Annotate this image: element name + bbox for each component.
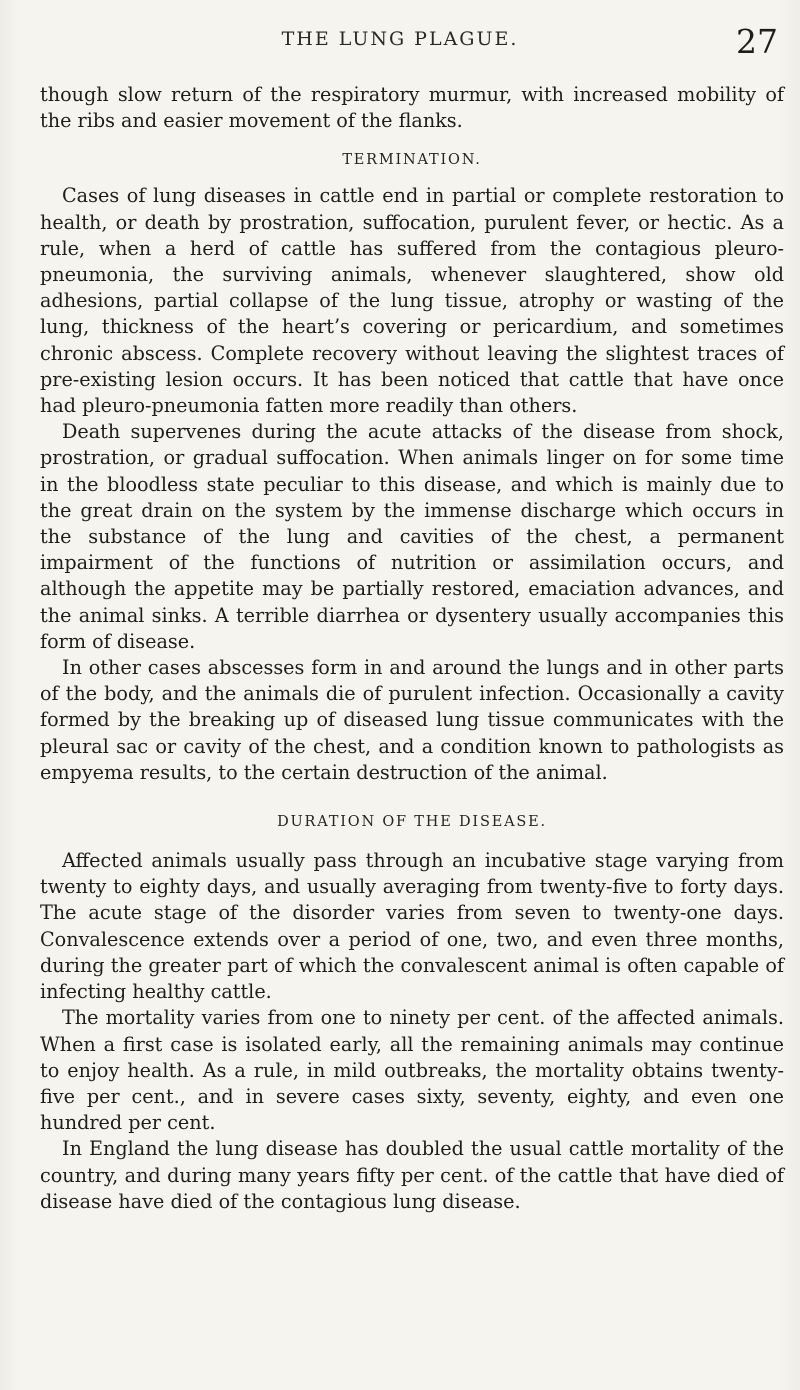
section-heading-termination: TERMINATION. <box>342 152 482 169</box>
paragraph-duration-3: In England the lung disease has doubled the usual cattle mortality of the country, and during many years fifty per cent. of the cattle that have died of disease have died of the contagious lung disease. <box>40 1137 784 1213</box>
page-number: 27 <box>736 22 778 61</box>
paragraph-termination-1: Cases of lung diseases in cattle end in partial or complete restoration to health, or death by prostration, suffocation, purulent fever, or hectic. As a rule, when a herd of cattle has suffered from the contagious pleuro-pneumonia, the surviving animals, whenever slaughtered, show old adhesions, partial collapse of the lung tissue, atrophy or wasting of the lung, thickness of the heart’s covering or pericardium, and sometimes chronic abscess. Complete recovery without leaving the slightest traces of pre-existing lesion occurs. It has been noticed that cattle that have once had pleuro-pneumonia fatten more readily than others. <box>40 184 784 418</box>
paragraph-continued: though slow return of the respiratory murmur, with increased mobility of the ribs and easier movement of the flanks. <box>40 83 784 133</box>
paragraph-duration-1: Affected animals usually pass through an incubative stage varying from twenty to eighty days, and usually averaging from twenty-five to forty days. The acute stage of the disorder varies from seven to twenty-one days. Convalescence extends over a period of one, two, and even three months, during the greater part of which the convalescent animal is often capable of infecting healthy cattle. <box>40 849 784 1004</box>
section-heading-duration: DURATION OF THE DISEASE. <box>277 814 547 831</box>
paragraph-termination-2: Death supervenes during the acute attacks of the disease from shock, prostration, or gradual suffocation. When animals linger on for some time in the bloodless state peculiar to this disease, and which is mainly due to the great drain on the system by the immense discharge which occurs in the substance of the lung and cavities of the chest, a permanent impairment of the functions of nutrition or assimilation occurs, and although the appetite may be partially restored, emaciation advances, and the animal sinks. A terrible diarrhea or dysentery usually accompanies this form of disease. <box>40 420 784 653</box>
paragraph-duration-2: The mortality varies from one to ninety per cent. of the affected animals. When a first case is isolated early, all the remaining animals may continue to enjoy health. As a rule, in mild outbreaks, the mortality obtains twenty-five per cent., and in severe cases sixty, seventy, eighty, and even one hundred per cent. <box>40 1006 784 1135</box>
page-header <box>0 22 800 72</box>
body-text <box>40 82 784 1215</box>
running-title: THE LUNG PLAGUE. <box>281 28 519 50</box>
paragraph-termination-3: In other cases abscesses form in and around the lungs and in other parts of the body, and the animals die of purulent infection. Occasionally a cavity formed by the breaking up of diseased lung tissue communicates with the pleural sac or cavity of the chest, and a condition known to pathologists as empyema results, to the certain destruction of the animal. <box>40 656 784 784</box>
